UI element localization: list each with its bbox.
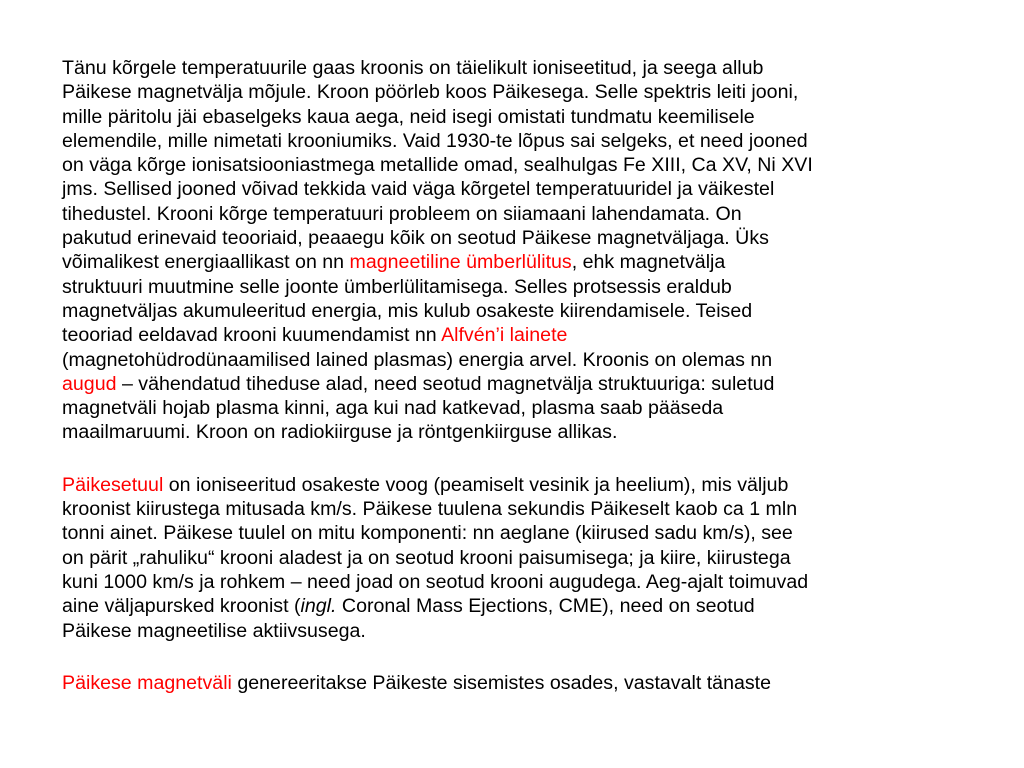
- text-line: [62, 250, 967, 274]
- slide-body-text: [62, 56, 967, 723]
- text-run: elemendile, mille nimetati krooniumiks. Vaid 1930-te lõpus sai selgeks, et need jooned: [62, 129, 808, 152]
- paragraph-3: [62, 671, 967, 695]
- text-line: [62, 226, 967, 250]
- text-line: [62, 348, 967, 372]
- text-run: Coronal Mass Ejections, CME), need on seotud: [336, 595, 755, 618]
- text-run: , ehk magnetvälja: [571, 251, 726, 274]
- text-line: [62, 671, 967, 695]
- text-run: on väga kõrge ionisatsiooniastmega metallide omad, sealhulgas Fe XIII, Ca XV, Ni XVI: [62, 154, 813, 177]
- text-run: struktuuri muutmine selle joonte ümberlülitamisega. Selles protsessis eraldub: [62, 275, 732, 298]
- highlighted-term: Alfvén’i lainete: [441, 324, 568, 347]
- highlighted-term: magneetiline ümberlülitus: [349, 251, 572, 274]
- text-run: Tänu kõrgele temperatuurile gaas kroonis on täielikult ioniseetitud, ja seega allub: [62, 57, 764, 79]
- text-run: – vähendatud tiheduse alad, need seotud magnetvälja struktuuriga: suletud: [116, 372, 775, 395]
- text-run: kuni 1000 km/s ja rohkem – need joad on seotud krooni augudega. Aeg-ajalt toimuvad: [62, 570, 809, 593]
- text-run: mille päritolu jäi ebaselgeks kaua aega, neid isegi omistati tundmatu keemilisele: [62, 105, 755, 128]
- text-line: [62, 372, 967, 396]
- text-line: [62, 619, 967, 643]
- text-line: [62, 473, 967, 497]
- paragraph-2: [62, 473, 967, 643]
- highlighted-term: Päikesetuul: [62, 473, 164, 496]
- text-line: [62, 56, 967, 80]
- text-line: [62, 521, 967, 545]
- text-line: [62, 129, 967, 153]
- text-run: teooriad eeldavad krooni kuumendamist nn: [62, 324, 442, 347]
- text-run: maailmaruumi. Kroon on radiokiirguse ja röntgenkiirguse allikas.: [62, 421, 618, 444]
- text-line: [62, 105, 967, 129]
- text-run: genereeritakse Päikeste sisemistes osades, vastavalt tänaste: [231, 671, 772, 694]
- text-line: [62, 497, 967, 521]
- text-run: (magnetohüdrodünaamilised lained plasmas) energia arvel. Kroonis on olemas nn: [62, 348, 773, 371]
- text-run: on pärit „rahuliku“ krooni aladest ja on seotud krooni paisumisega; ja kiire, kiirustega: [62, 546, 791, 569]
- highlighted-term: Päikese magnetväli: [62, 671, 232, 694]
- text-run: magnetväli hojab plasma kinni, aga kui nad katkevad, plasma saab pääseda: [62, 397, 724, 420]
- text-line: [62, 177, 967, 201]
- text-line: [62, 396, 967, 420]
- text-run: kroonist kiirustega mitusada km/s. Päikese tuulena sekundis Päikeselt kaob ca 1 mln: [62, 498, 798, 521]
- text-run: Päikese magnetvälja mõjule. Kroon pöörleb koos Päikesega. Selle spektris leiti jooni,: [62, 81, 799, 104]
- text-run: jms. Sellised jooned võivad tekkida vaid väga kõrgetel temperatuuridel ja väikestel: [62, 178, 775, 201]
- text-run: Päikese magneetilise aktiivsusega.: [62, 619, 366, 642]
- text-line: [62, 594, 967, 618]
- text-line: [62, 80, 967, 104]
- text-line: [62, 275, 967, 299]
- text-run: aine väljapursked kroonist (: [62, 595, 301, 618]
- text-run: tonni ainet. Päikese tuulel on mitu komponenti: nn aeglane (kiirused sadu km/s), see: [62, 522, 793, 545]
- highlighted-term: augud: [62, 372, 117, 395]
- text-run: võimalikest energiaallikast on nn: [62, 251, 350, 274]
- text-line: [62, 299, 967, 323]
- text-line: [62, 323, 967, 347]
- text-line: [62, 420, 967, 444]
- text-line: [62, 570, 967, 594]
- text-run: magnetväljas akumuleeritud energia, mis kulub osakeste kiirendamisele. Teised: [62, 299, 753, 322]
- text-line: [62, 202, 967, 226]
- text-line: [62, 546, 967, 570]
- italic-text: ingl.: [300, 595, 337, 618]
- text-run: tihedustel. Krooni kõrge temperatuuri probleem on siiamaani lahendamata. On: [62, 202, 742, 225]
- text-run: pakutud erinevaid teooriaid, peaaegu kõik on seotud Päikese magnetväljaga. Üks: [62, 227, 769, 250]
- paragraph-1: [62, 56, 967, 445]
- text-run: on ioniseeritud osakeste voog (peamiselt vesinik ja heelium), mis väljub: [163, 473, 789, 496]
- text-line: [62, 153, 967, 177]
